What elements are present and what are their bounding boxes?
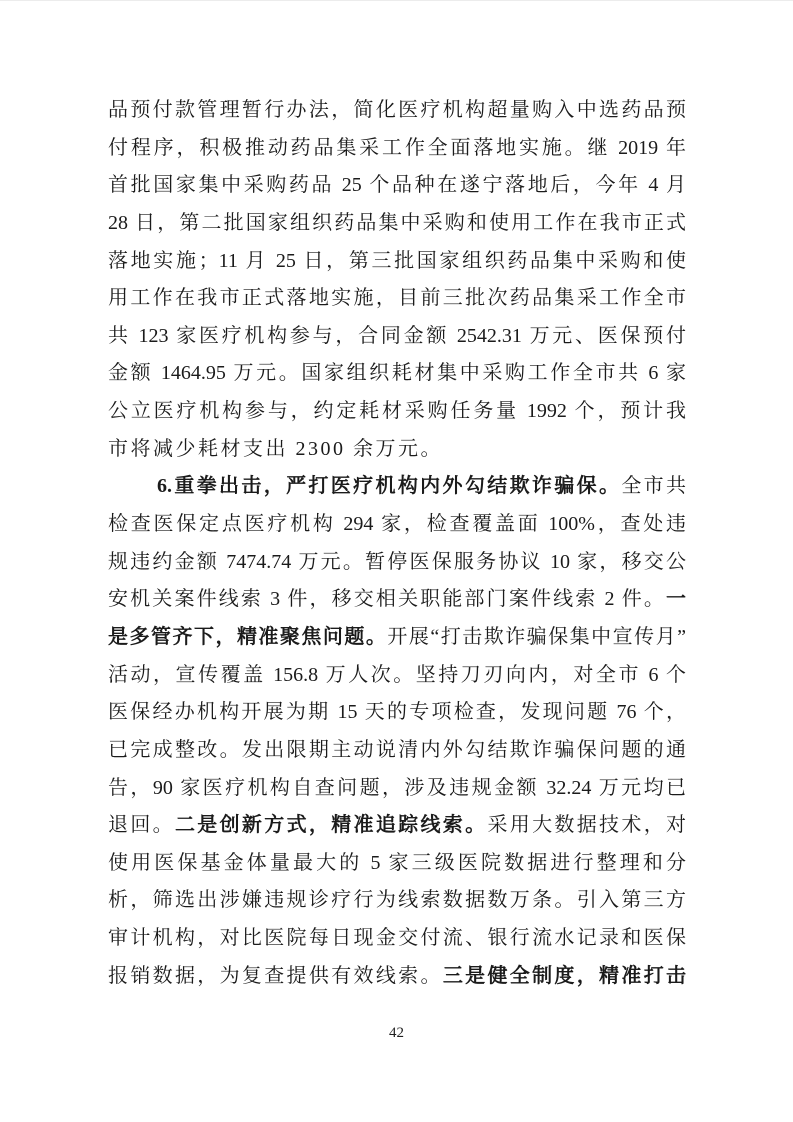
body-text-segment: 告，90 家医疗机构自查问题，涉及违规金额 32.24 万元均已	[108, 776, 686, 799]
body-text-segment: 全市共	[621, 475, 687, 498]
text-line	[108, 393, 686, 431]
text-line	[108, 657, 686, 695]
page-number: 42	[389, 1025, 404, 1041]
text-line	[108, 318, 686, 356]
text-line	[108, 920, 686, 958]
body-text-segment: 品预付款管理暂行办法，简化医疗机构超量购入中选药品预	[108, 99, 686, 121]
text-line	[108, 167, 686, 205]
body-text-segment: 使用医保基金体量最大的 5 家三级医院数据进行整理和分	[108, 851, 686, 874]
body-text-segment: 医保经办机构开展为期 15 天的专项检查，发现问题 76 个，	[108, 701, 686, 724]
document-body	[108, 92, 686, 995]
body-text-segment: 活动，宣传覆盖 156.8 万人次。坚持刀刃向内，对全市 6 个	[108, 663, 686, 686]
body-text-segment: 规违约金额 7474.74 万元。暂停医保服务协议 10 家，移交公	[108, 550, 686, 573]
emphasis-text-segment: 二是创新方式，精准追踪线索。	[174, 814, 488, 837]
body-text-segment: 析，筛选出涉嫌违规诊疗行为线索数据数万条。引入第三方	[108, 889, 686, 912]
text-line	[108, 770, 686, 808]
text-line	[108, 732, 686, 770]
body-text-segment: 金额 1464.95 万元。国家组织耗材集中采购工作全市共 6 家	[108, 362, 686, 385]
body-text-segment: 用工作在我市正式落地实施，目前三批次药品集采工作全市	[108, 287, 686, 310]
body-text-segment: 公立医疗机构参与，约定耗材采购任务量 1992 个，预计我	[108, 400, 686, 423]
text-line	[108, 882, 686, 920]
text-line	[108, 807, 686, 845]
text-line	[108, 958, 686, 996]
body-text-segment: 审计机构，对比医院每日现金交付流、银行流水记录和医保	[108, 927, 686, 950]
body-text-segment: 市将减少耗材支出 2300 余万元。	[108, 437, 443, 460]
text-line	[108, 694, 686, 732]
body-text-segment: 检查医保定点医疗机构 294 家，检查覆盖面 100%，查处违	[108, 513, 686, 536]
text-line	[108, 205, 686, 243]
text-line	[108, 92, 686, 130]
emphasis-text-segment: 6.重拳出击，严打医疗机构内外勾结欺诈骗保。	[157, 475, 622, 498]
body-text-segment: 28 日，第二批国家组织药品集中采购和使用工作在我市正式	[108, 211, 686, 234]
body-text-segment: 共 123 家医疗机构参与，合同金额 2542.31 万元、医保预付	[108, 324, 686, 347]
body-text-segment: 退回。	[108, 814, 175, 837]
text-line	[108, 506, 686, 544]
text-line	[108, 619, 686, 657]
emphasis-text-segment: 一	[666, 588, 686, 611]
text-line	[108, 355, 686, 393]
emphasis-text-segment: 是多管齐下，精准聚焦问题。	[108, 625, 388, 648]
text-line	[108, 581, 686, 619]
text-line	[108, 468, 686, 506]
text-line	[108, 845, 686, 883]
text-line	[108, 243, 686, 281]
body-text-segment: 采用大数据技术，对	[487, 814, 687, 837]
text-line	[108, 431, 686, 469]
body-text-segment: 首批国家集中采购药品 25 个品种在遂宁落地后，今年 4 月	[108, 174, 686, 197]
body-text-segment: 付程序，积极推动药品集采工作全面落地实施。继 2019 年	[108, 136, 686, 159]
text-line	[108, 280, 686, 318]
body-text-segment: 已完成整改。发出限期主动说清内外勾结欺诈骗保问题的通	[108, 738, 686, 761]
text-line	[108, 130, 686, 168]
body-text-segment: 安机关案件线索 3 件，移交相关职能部门案件线索 2 件。	[108, 588, 666, 611]
body-text-segment: 开展“打击欺诈骗保集中宣传月”	[387, 625, 686, 648]
body-text-segment: 报销数据，为复查提供有效线索。	[108, 964, 443, 987]
emphasis-text-segment: 三是健全制度，精准打击	[442, 964, 687, 987]
text-line	[108, 544, 686, 582]
body-text-segment: 落地实施；11 月 25 日，第三批国家组织药品集中采购和使	[108, 249, 686, 272]
